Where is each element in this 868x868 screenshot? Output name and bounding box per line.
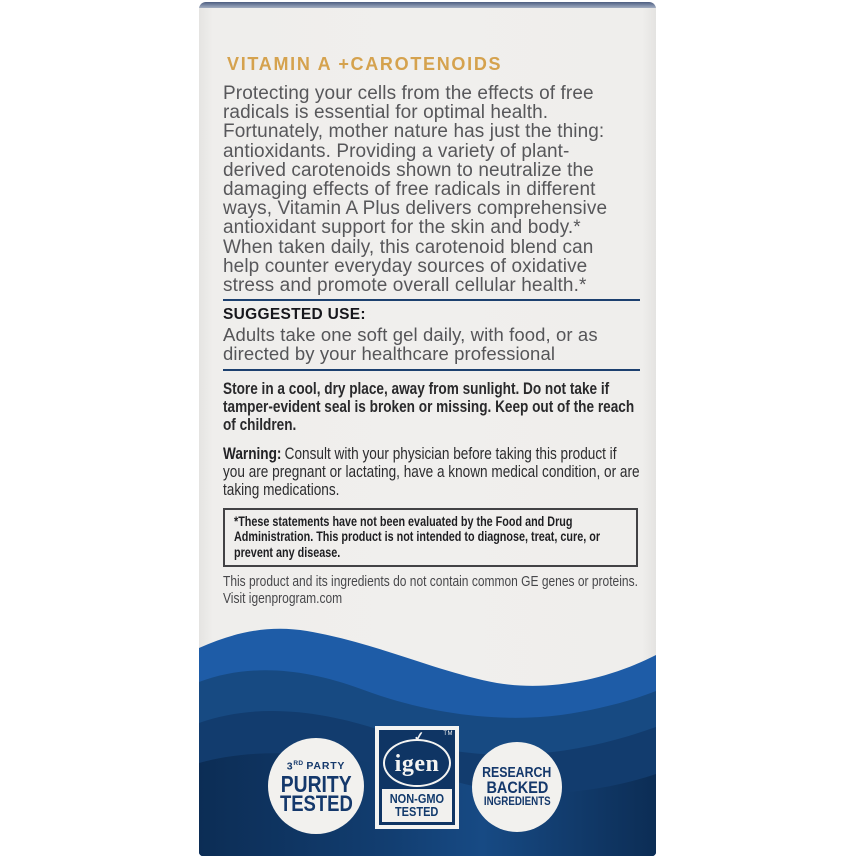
product-section-title: VITAMIN A +CAROTENOIDS <box>227 54 503 74</box>
warning-label: Warning: <box>223 443 282 463</box>
purity-badge-prefix <box>287 758 345 773</box>
panel-text-content <box>223 8 640 607</box>
purity-tested-badge <box>268 738 364 834</box>
igen-logo-text: igen <box>394 750 440 777</box>
warning-text <box>223 445 640 499</box>
purity-badge-line2: TESTED <box>279 791 353 817</box>
suggested-use-heading: SUGGESTED USE: <box>223 306 366 324</box>
storage-notice: Store in a cool, dry place, away from sunlight. Do not take if tamper-evident seal is broken or missing. Keep out of the reach of children. <box>223 378 635 434</box>
research-badge-line3: INGREDIENTS <box>483 795 551 808</box>
ge-statement: This product and its ingredients do not contain common GE genes or proteins. Visit igenprogram.com <box>223 573 638 607</box>
divider-line <box>223 299 640 301</box>
suggested-use-text: Adults take one soft gel daily, with food, or as directed by your healthcare professional <box>223 324 598 365</box>
fda-disclaimer-text: *These statements have not been evaluated by the Food and Drug Administration. This product is not intended to diagnose, treat, cure, or prevent any disease. <box>234 513 601 560</box>
purity-prefix-ordinal: RD <box>293 759 304 767</box>
checkmark-leaf-icon: ✓ <box>412 728 426 745</box>
research-badge-line1: RESEARCH <box>482 764 552 781</box>
product-description: Protecting your cells from the effects of free radicals is essential for optimal health. Fortunately, mother nature has just the thing: antioxidants. Providing a variety of plant-derived carotenoids shown to neutralize the damaging effects of free radicals in different ways, Vitamin A Plus delivers comprehensive antioxidant support for the skin and body.* When taken daily, this carotenoid blend can help counter everyday sources of oxidative stress and promote overall cellular health.* <box>223 83 608 297</box>
research-badge-line2: BACKED <box>486 777 548 797</box>
divider-line <box>223 369 640 371</box>
trademark-symbol: TM <box>443 731 453 737</box>
package-side-panel <box>199 2 656 856</box>
purity-prefix-number: 3 <box>286 760 294 773</box>
non-gmo-line2: TESTED <box>395 804 439 819</box>
igen-logo-oval <box>383 739 451 787</box>
non-gmo-line1: NON-GMO <box>389 792 445 806</box>
non-gmo-label <box>382 789 452 822</box>
igen-non-gmo-badge <box>375 726 459 829</box>
research-backed-badge <box>472 742 562 832</box>
purity-prefix-word: PARTY <box>306 760 346 773</box>
warning-body: Consult with your physician before taking this product if you are pregnant or lactating, have a known medical condition, or are taking medications. <box>223 443 640 499</box>
fda-disclaimer-box <box>223 508 638 568</box>
purity-badge-line1: PURITY <box>280 771 352 798</box>
